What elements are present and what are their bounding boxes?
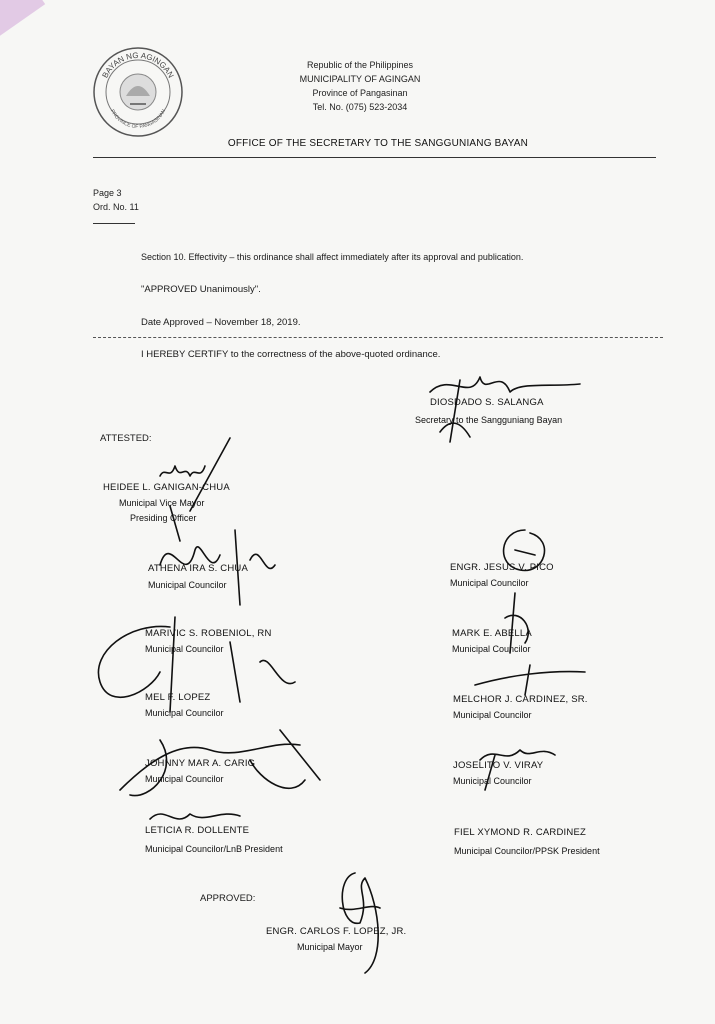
- office-title: OFFICE OF THE SECRETARY TO THE SANGGUNIANG BAYAN: [227, 138, 529, 149]
- councilor-name-10: FIEL XYMOND R. CARDINEZ: [454, 827, 586, 838]
- certification-text: I HEREBY CERTIFY to the correctness of the above-quoted ordinance.: [141, 349, 441, 360]
- section-text: Section 10. Effectivity – this ordinance shall affect immediately after its approval and publication.: [141, 252, 524, 262]
- vice-mayor-name: HEIDEE L. GANIGAN-CHUA: [103, 482, 230, 493]
- councilor-role-6: Municipal Councilor: [450, 578, 529, 588]
- councilor-role-5: Municipal Councilor/LnB President: [145, 844, 283, 854]
- councilor-name-9: JOSELITO V. VIRAY: [453, 760, 544, 771]
- telephone-line: Tel. No. (075) 523-2034: [312, 102, 408, 112]
- councilor-role-3: Municipal Councilor: [145, 708, 224, 718]
- municipality-line: MUNICIPALITY OF AGINGAN: [299, 74, 421, 84]
- approved-unanimously: "APPROVED Unanimously".: [141, 284, 261, 295]
- councilor-name-2: MARIVIC S. ROBENIOL, RN: [145, 628, 272, 639]
- pico-signature: [490, 525, 560, 585]
- corner-highlight: [0, 0, 45, 38]
- page-number: Page 3: [93, 188, 122, 198]
- councilor-name-1: ATHENA IRA S. CHUA: [148, 563, 249, 574]
- councilor-name-3: MEL F. LOPEZ: [145, 692, 211, 703]
- svg-text:PROVINCE OF PANGASINAN: PROVINCE OF PANGASINAN: [108, 108, 168, 131]
- vice-mayor-role: Municipal Vice Mayor: [119, 498, 205, 508]
- councilor-role-10: Municipal Councilor/PPSK President: [454, 846, 600, 856]
- presiding-officer-role: Presiding Officer: [130, 513, 197, 523]
- attested-label: ATTESTED:: [100, 433, 152, 444]
- secretary-role: Secretary to the Sangguniang Bayan: [415, 415, 563, 425]
- date-approved: Date Approved – November 18, 2019.: [141, 317, 301, 328]
- secretary-name: DIOSDADO S. SALANGA: [430, 397, 544, 408]
- municipal-seal: [92, 46, 184, 138]
- councilor-name-6: ENGR. JESUS V. PICO: [450, 562, 554, 573]
- councilor-role-1: Municipal Councilor: [148, 580, 227, 590]
- mayor-role: Municipal Mayor: [297, 942, 363, 952]
- mayor-name: ENGR. CARLOS F. LOPEZ, JR.: [266, 926, 407, 937]
- country-line: Republic of the Philippines: [306, 60, 414, 70]
- province-line: Province of Pangasinan: [312, 88, 408, 98]
- councilor-name-5: LETICIA R. DOLLENTE: [145, 825, 250, 836]
- councilor-role-7: Municipal Councilor: [452, 644, 531, 654]
- councilor-role-9: Municipal Councilor: [453, 776, 532, 786]
- councilor-role-4: Municipal Councilor: [145, 774, 224, 784]
- councilor-name-7: MARK E. ABELLA: [452, 628, 532, 639]
- councilor-role-8: Municipal Councilor: [453, 710, 532, 720]
- header-divider: [93, 157, 656, 158]
- letterhead: [230, 58, 490, 114]
- ref-underline: [93, 223, 135, 224]
- approved-label: APPROVED:: [200, 893, 256, 904]
- councilor-name-4: JOHNNY MAR A. CARIG: [145, 758, 256, 769]
- councilor-name-8: MELCHOR J. CARDINEZ, SR.: [453, 694, 588, 705]
- svg-text:BAYAN NG AGINGAN: BAYAN NG AGINGAN: [100, 50, 176, 80]
- councilor-role-2: Municipal Councilor: [145, 644, 224, 654]
- ordinance-number: Ord. No. 11: [93, 202, 139, 212]
- body-divider: [93, 337, 663, 339]
